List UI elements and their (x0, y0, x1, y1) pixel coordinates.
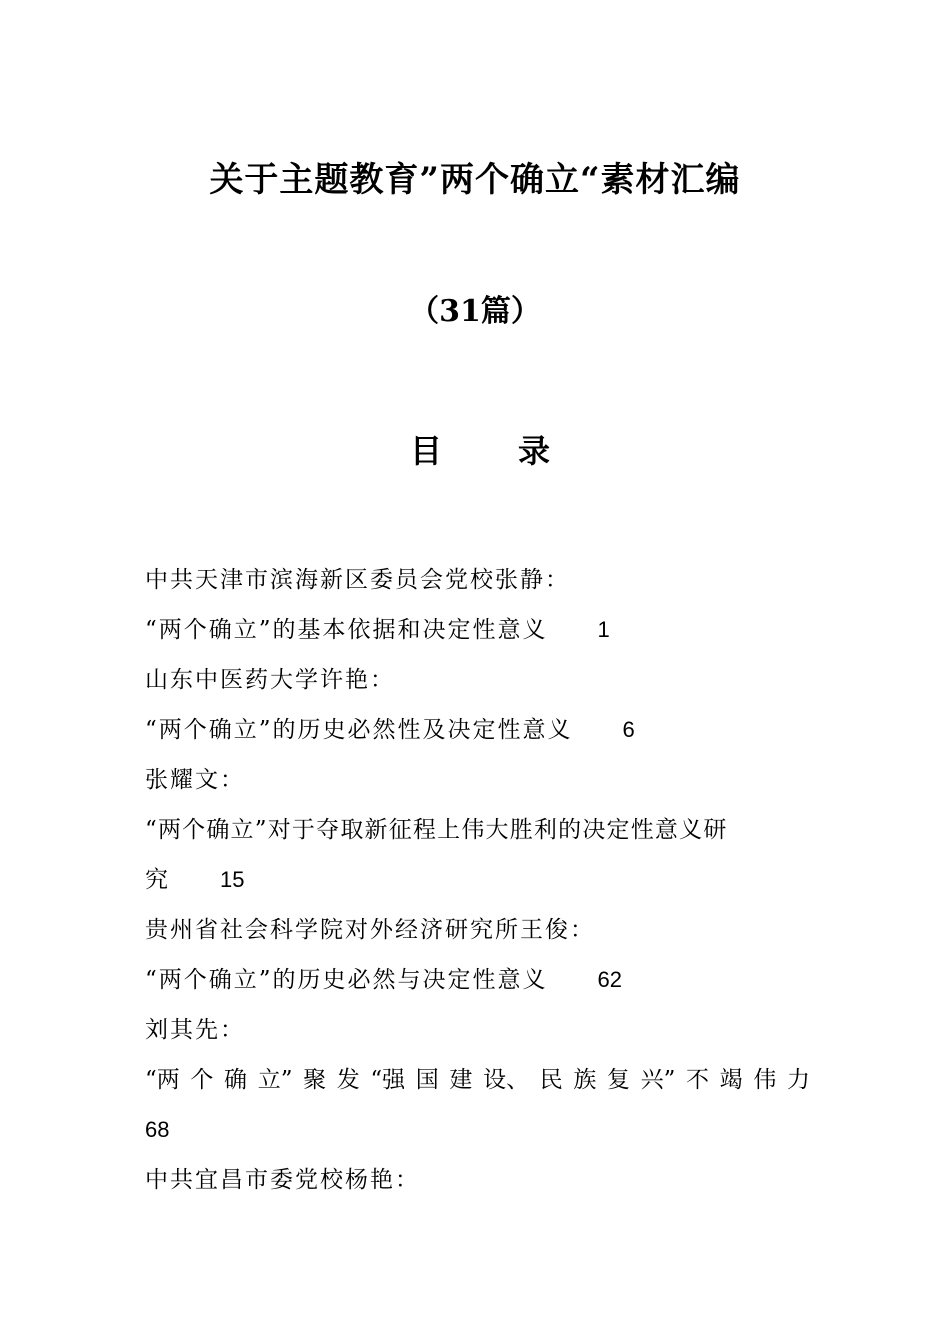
toc-author: 刘其先： (145, 1017, 245, 1043)
toc-heading-left: 目 (410, 432, 443, 470)
toc-entry[interactable] (145, 1055, 810, 1105)
toc-entry-title: “两个确立”的历史必然与决定性意义 (145, 967, 548, 993)
toc-entry-title: “两个确立”对于夺取新征程上伟大胜利的决定性意义研 (145, 817, 728, 843)
toc-title-part: 立” (257, 1067, 293, 1093)
toc-entry[interactable] (145, 705, 810, 755)
toc-title-part: 力 (786, 1067, 810, 1093)
toc-author: 贵州省社会科学院对外经济研究所王俊： (145, 917, 595, 943)
toc-title-part: 民 (539, 1067, 563, 1093)
toc-author: 中共天津市滨海新区委员会党校张静： (145, 567, 570, 593)
toc-title-part: 聚 (303, 1067, 327, 1093)
toc-title-part: 设、 (483, 1067, 530, 1093)
toc-author: 中共宜昌市委党校杨艳： (145, 1167, 420, 1193)
toc-page-number: 68 (145, 1117, 170, 1142)
toc-page-number: 62 (597, 967, 623, 992)
toc-entry[interactable] (145, 805, 810, 855)
toc-title-part: 建 (449, 1067, 473, 1093)
toc-page-number: 6 (622, 717, 635, 742)
toc-author: 张耀文： (145, 767, 245, 793)
toc-title-part: 复 (606, 1067, 630, 1093)
toc-page-number: 15 (220, 867, 245, 892)
toc-entry[interactable] (145, 605, 810, 655)
toc-title-part: 不 (686, 1067, 710, 1093)
toc-title-part: 竭 (719, 1067, 743, 1093)
toc-title-part: 国 (415, 1067, 439, 1093)
toc-title-part: “强 (370, 1067, 406, 1093)
toc-title-part: 兴” (640, 1067, 676, 1093)
toc-title-part: 发 (336, 1067, 360, 1093)
toc-heading (410, 428, 550, 474)
toc-entry[interactable] (145, 955, 810, 1005)
toc-entry-continuation[interactable] (145, 855, 810, 905)
toc-title-part: 族 (573, 1067, 597, 1093)
toc-title-part: 确 (224, 1067, 248, 1093)
toc-entry-title: “两个确立”的基本依据和决定性意义 (145, 617, 548, 643)
toc-page-number: 1 (597, 617, 610, 642)
toc-entry-title: 究 (145, 867, 170, 893)
toc-heading-right: 录 (517, 432, 550, 470)
toc-entry-title: “两个确立”的历史必然性及决定性意义 (145, 717, 573, 743)
document-title: 关于主题教育”两个确立“素材汇编 (209, 160, 741, 200)
toc-title-part: 个 (190, 1067, 214, 1093)
toc-title-part: “两 (145, 1067, 180, 1093)
table-of-contents (145, 555, 810, 1205)
toc-title-part: 伟 (753, 1067, 777, 1093)
document-subtitle: （31篇） (409, 294, 541, 329)
toc-entry-continuation[interactable] (145, 1105, 810, 1155)
toc-author: 山东中医药大学许艳： (145, 667, 395, 693)
